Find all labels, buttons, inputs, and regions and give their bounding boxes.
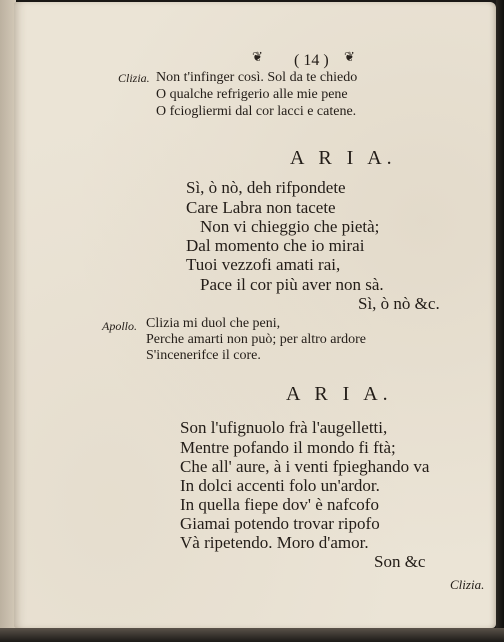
aria-line: Non vi chieggio che pietà; [200,217,380,236]
ornament-left-icon: ❦ [252,50,263,65]
speaker-apollo: Apollo. [102,319,137,333]
aria-line: Son l'ufignuolo frà l'augelletti, [180,418,388,437]
scan-edge-bottom [0,628,504,642]
aria-line: Giamai potendo trovar ripofo [180,514,380,533]
verse-line: O qualche refrigerio alle mie pene [156,87,348,102]
page-number: ( 14 ) [294,52,329,69]
show-through-marks [414,147,474,347]
scan-edge-right [496,0,504,642]
aria-line: Sì, ò nò, deh rifpondete [186,178,346,197]
aria-line: Tuoi vezzofi amati rai, [186,255,341,274]
aria-line: Pace il cor più aver non sà. [200,275,384,294]
catchword: Clizia. [450,577,485,592]
aria-title: A R I A. [286,383,393,405]
verse-line: O fciogliermi dal cor lacci e catene. [156,104,357,119]
verse-line: S'incenerifce il core. [146,348,261,363]
verse-line: Perche amarti non può; per altro ardore [146,332,367,347]
ornament-right-icon: ❦ [344,50,355,65]
speaker-clizia: Clizia. [118,71,150,85]
aria-title: A R I A. [290,147,397,169]
verse-line: Clizia mi duol che peni, [146,316,281,331]
aria-line: Che all' aure, à i venti fpieghando va [180,457,430,476]
aria-refrain: Son &c [374,552,426,571]
aria-refrain: Sì, ò nò &c. [358,294,440,313]
book-page [14,2,496,628]
aria-line: Và ripetendo. Moro d'amor. [180,533,369,552]
aria-line: Mentre pofando il mondo fi ftà; [180,438,396,457]
verse-line: Non t'infinger così. Sol da te chiedo [156,70,358,85]
aria-line: Dal momento che io mirai [186,236,365,255]
aria-line: In quella fiepe dov' è nafcofo [180,495,379,514]
aria-line: Care Labra non tacete [186,198,336,217]
aria-line: In dolci accenti folo un'ardor. [180,476,380,495]
